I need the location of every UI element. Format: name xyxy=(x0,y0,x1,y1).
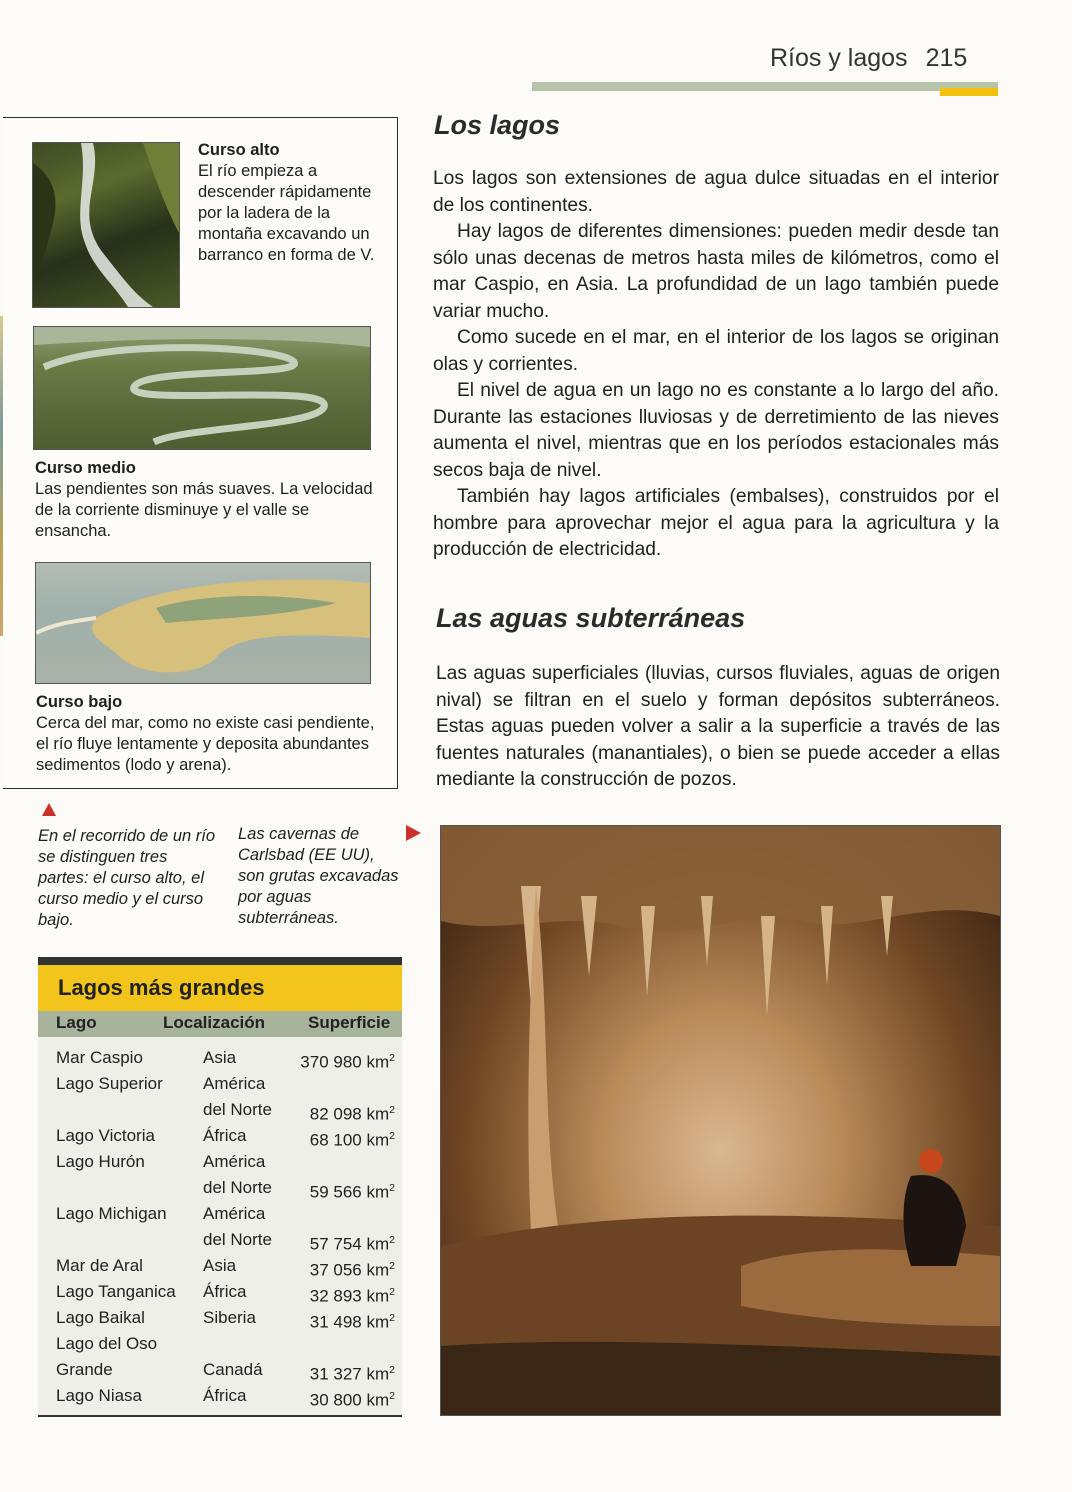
curso-alto-body: El río empieza a descender rápidamente por la ladera de la montaña excavando un barranco en forma de V. xyxy=(198,162,375,264)
curso-medio-body: Las pendientes son más suaves. La velocidad de la corriente disminuye y el valle se ensancha. xyxy=(35,480,373,540)
curso-bajo-title: Curso bajo xyxy=(36,693,123,711)
table-row-location: Asia xyxy=(203,1256,237,1275)
header-rule-accent xyxy=(940,88,998,96)
caption-marker-right-icon xyxy=(406,825,421,841)
running-title: Ríos y lagos xyxy=(770,44,908,72)
table-row-location: América del Norte xyxy=(203,1152,272,1197)
running-head xyxy=(770,44,967,73)
paragraph: Las aguas superficiales (lluvias, cursos fluviales, aguas de origen nival) se filtran en el suelo y forman depósitos subterráneos. Estas aguas pueden volver a salir a la superficie a través de las fuentes naturales (manantiales), o bien se puede acceder a ellas mediante la construcción de pozos. xyxy=(436,663,1000,790)
table-bottom-rule xyxy=(38,1415,402,1417)
column-header-superficie: Superficie xyxy=(308,1013,391,1032)
table-row-area: 370 980 $km^2$ xyxy=(300,1052,395,1072)
table-row-lake: Lago Tanganica xyxy=(56,1282,176,1301)
table-row-area: 59 566 $km^2$ xyxy=(309,1182,395,1202)
table-row-area: 32 893 $km^2$ xyxy=(309,1286,395,1306)
table-row-location: Siberia xyxy=(203,1308,256,1327)
curso-bajo-body: Cerca del mar, como no existe casi pendiente, el río fluye lentamente y deposita abundantes sedimentos (lodo y arena). xyxy=(36,714,375,774)
photo-curso-medio xyxy=(33,326,371,450)
table-row-area: 37 056 $km^2$ xyxy=(309,1260,395,1280)
table-row-area: 31 327 $km^2$ xyxy=(309,1364,395,1384)
cave-photo xyxy=(440,825,1001,1416)
section-body-subterraneas xyxy=(436,661,1000,794)
paragraph: También hay lagos artificiales (embalses), construidos por el hombre para aprovechar mejor el agua para la agricultura y la producción de electricidad. xyxy=(433,486,999,560)
cave-caption: Las cavernas de Carlsbad (EE UU), son grutas excavadas por aguas subterráneas. xyxy=(238,825,399,927)
photo-curso-alto xyxy=(32,142,180,308)
table-row-area: 31 498 $km^2$ xyxy=(309,1312,395,1332)
river-parts-caption: En el recorrido de un río se distinguen tres partes: el curso alto, el curso medio y el curso bajo. xyxy=(38,827,216,929)
caption-marker-up-icon xyxy=(42,803,56,816)
table-row-lake: Mar de Aral xyxy=(56,1256,143,1275)
table-row-area: 82 098 $km^2$ xyxy=(309,1104,395,1124)
table-row-lake: Lago Baikal xyxy=(56,1308,145,1327)
table-row-location: Asia xyxy=(203,1048,237,1067)
paragraph: Hay lagos de diferentes dimensiones: pueden medir desde tan sólo unas decenas de metros hasta miles de kilómetros, como el mar Caspio, en Asia. La profundidad de un lago también puede variar mucho. xyxy=(433,221,999,322)
table-row-location: América del Norte xyxy=(203,1204,272,1249)
table-row-area: 68 100 $km^2$ xyxy=(309,1130,395,1150)
curso-bajo-caption xyxy=(36,692,376,776)
header-rule xyxy=(532,82,998,91)
curso-alto-caption xyxy=(198,140,388,266)
table-row-lake: Lago Victoria xyxy=(56,1126,155,1145)
table-row-location: Canadá xyxy=(203,1360,263,1379)
table-row-lake: Mar Caspio xyxy=(56,1048,143,1067)
table-row-lake: Lago Hurón xyxy=(56,1152,145,1171)
table-row-location: América del Norte xyxy=(203,1074,272,1119)
paragraph: El nivel de agua en un lago no es constante a lo largo del año. Durante las estaciones lluviosas y de derretimiento de las nieves aumenta el nivel, mientras que en los períodos estacionales más secos baja de nivel. xyxy=(433,380,999,481)
table-row-lake: Lago Superior xyxy=(56,1074,163,1093)
table-row-area: 30 800 $km^2$ xyxy=(309,1390,395,1410)
table-row-location: África xyxy=(203,1282,247,1301)
column-header-lago: Lago xyxy=(56,1013,97,1032)
curso-medio-caption xyxy=(35,458,380,542)
photo-curso-bajo xyxy=(35,562,371,684)
table-row-location: África xyxy=(203,1126,247,1145)
paragraph: Como sucede en el mar, en el interior de los lagos se originan olas y corrientes. xyxy=(433,327,999,375)
curso-medio-title: Curso medio xyxy=(35,459,136,477)
table-row-area: 57 754 $km^2$ xyxy=(309,1234,395,1254)
table-row-location: África xyxy=(203,1386,247,1405)
section-heading-lagos: Los lagos xyxy=(434,110,561,140)
column-header-localizacion: Localización xyxy=(163,1013,266,1032)
section-heading-subterraneas: Las aguas subterráneas xyxy=(436,603,746,633)
paragraph: Los lagos son extensiones de agua dulce situadas en el interior de los continentes. xyxy=(433,168,999,216)
table-row-lake: Lago Niasa xyxy=(56,1386,143,1405)
table-title: Lagos más grandes xyxy=(58,975,265,1000)
page-number: 215 xyxy=(925,44,968,72)
table-row-lake: Lago Michigan xyxy=(56,1204,167,1223)
table-row-lake: Lago del Oso Grande xyxy=(56,1334,158,1379)
table-top-rule xyxy=(38,957,402,965)
curso-alto-title: Curso alto xyxy=(198,141,280,159)
section-body-lagos xyxy=(433,166,999,564)
